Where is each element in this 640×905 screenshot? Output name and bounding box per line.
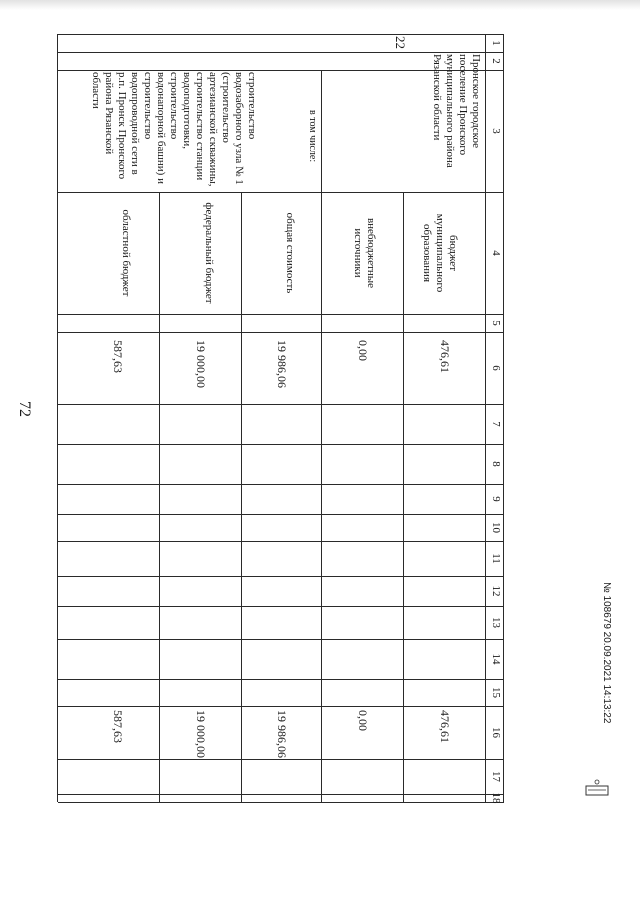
column-line [58, 192, 504, 193]
budget-row-label: федеральный бюджет [203, 202, 215, 304]
column-number-8: 8 [490, 461, 502, 467]
column-line [58, 404, 504, 405]
budget-row-label: областной бюджет [120, 209, 132, 297]
table-border [57, 34, 58, 802]
budget-row-label: внебюджетные источники [352, 217, 377, 289]
column-number-4: 4 [490, 250, 502, 256]
header-divider [485, 34, 486, 802]
column-number-7: 7 [490, 421, 502, 427]
column-line [58, 314, 504, 315]
row-line [403, 192, 404, 802]
column-line [58, 606, 504, 607]
row-number: 22 [393, 36, 408, 49]
value-col16: 19 986,06 [275, 710, 289, 758]
value-col16: 0,00 [356, 710, 370, 731]
column-line [58, 679, 504, 680]
in-that-number-label: в том числе: [307, 110, 318, 163]
column-line [58, 332, 504, 333]
column-number-16: 16 [490, 727, 502, 738]
value-col6: 0,00 [356, 340, 370, 361]
row-line [321, 192, 322, 802]
row-line [159, 192, 160, 802]
row-line [241, 192, 242, 802]
value-col16: 587,63 [111, 710, 125, 743]
column-line [58, 759, 504, 760]
value-col6: 19 000,00 [194, 340, 208, 388]
budget-row-label: общая стоимость [284, 212, 296, 294]
column-number-1: 1 [490, 40, 502, 46]
column-line [58, 706, 504, 707]
column-line [58, 484, 504, 485]
column-number-17: 17 [490, 771, 502, 782]
column-number-10: 10 [490, 522, 502, 533]
budget-table [58, 34, 504, 802]
municipality-name: Пронское городское поселение Пронского муниципального района Рязанской области [431, 54, 482, 168]
column-line [58, 541, 504, 542]
table-border [58, 802, 504, 803]
column-line [58, 514, 504, 515]
value-col6: 19 986,06 [275, 340, 289, 388]
value-col16: 476,61 [438, 710, 452, 743]
column-number-13: 13 [490, 617, 502, 628]
column-number-15: 15 [490, 687, 502, 698]
column-number-12: 12 [490, 585, 502, 597]
value-col6: 476,61 [438, 340, 452, 373]
column-line [58, 639, 504, 640]
column-number-3: 3 [490, 128, 502, 134]
column-number-14: 14 [490, 653, 502, 665]
value-col6: 587,63 [111, 340, 125, 373]
column-number-18: 18 [490, 792, 502, 804]
column-line [58, 52, 504, 53]
table-border [503, 34, 504, 802]
column-number-2: 2 [490, 58, 502, 64]
column-line [58, 794, 504, 795]
column-line [58, 444, 504, 445]
project-description: строительство водозаборного узла № 1 (строительство артезианской скважины, строительство станции водоподготовки, строительство водонапорной башни) и строительство водопроводной сети в р.п. Пронск Пронского района Рязанской области [90, 72, 258, 187]
value-col16: 19 000,00 [194, 710, 208, 758]
budget-row-label: бюджет муниципального образования [421, 213, 459, 293]
table-border [58, 34, 504, 35]
scan-edge [0, 0, 640, 10]
row-line [321, 70, 322, 192]
registry-stamp-icon [584, 778, 610, 804]
column-number-9: 9 [490, 496, 502, 502]
registration-footer: № 108679 20.09.2021 14:13:22 [601, 582, 612, 724]
column-line [58, 576, 504, 577]
column-number-5: 5 [490, 320, 502, 326]
column-number-6: 6 [490, 365, 502, 371]
page-number: 72 [16, 401, 33, 417]
column-number-11: 11 [490, 553, 502, 564]
